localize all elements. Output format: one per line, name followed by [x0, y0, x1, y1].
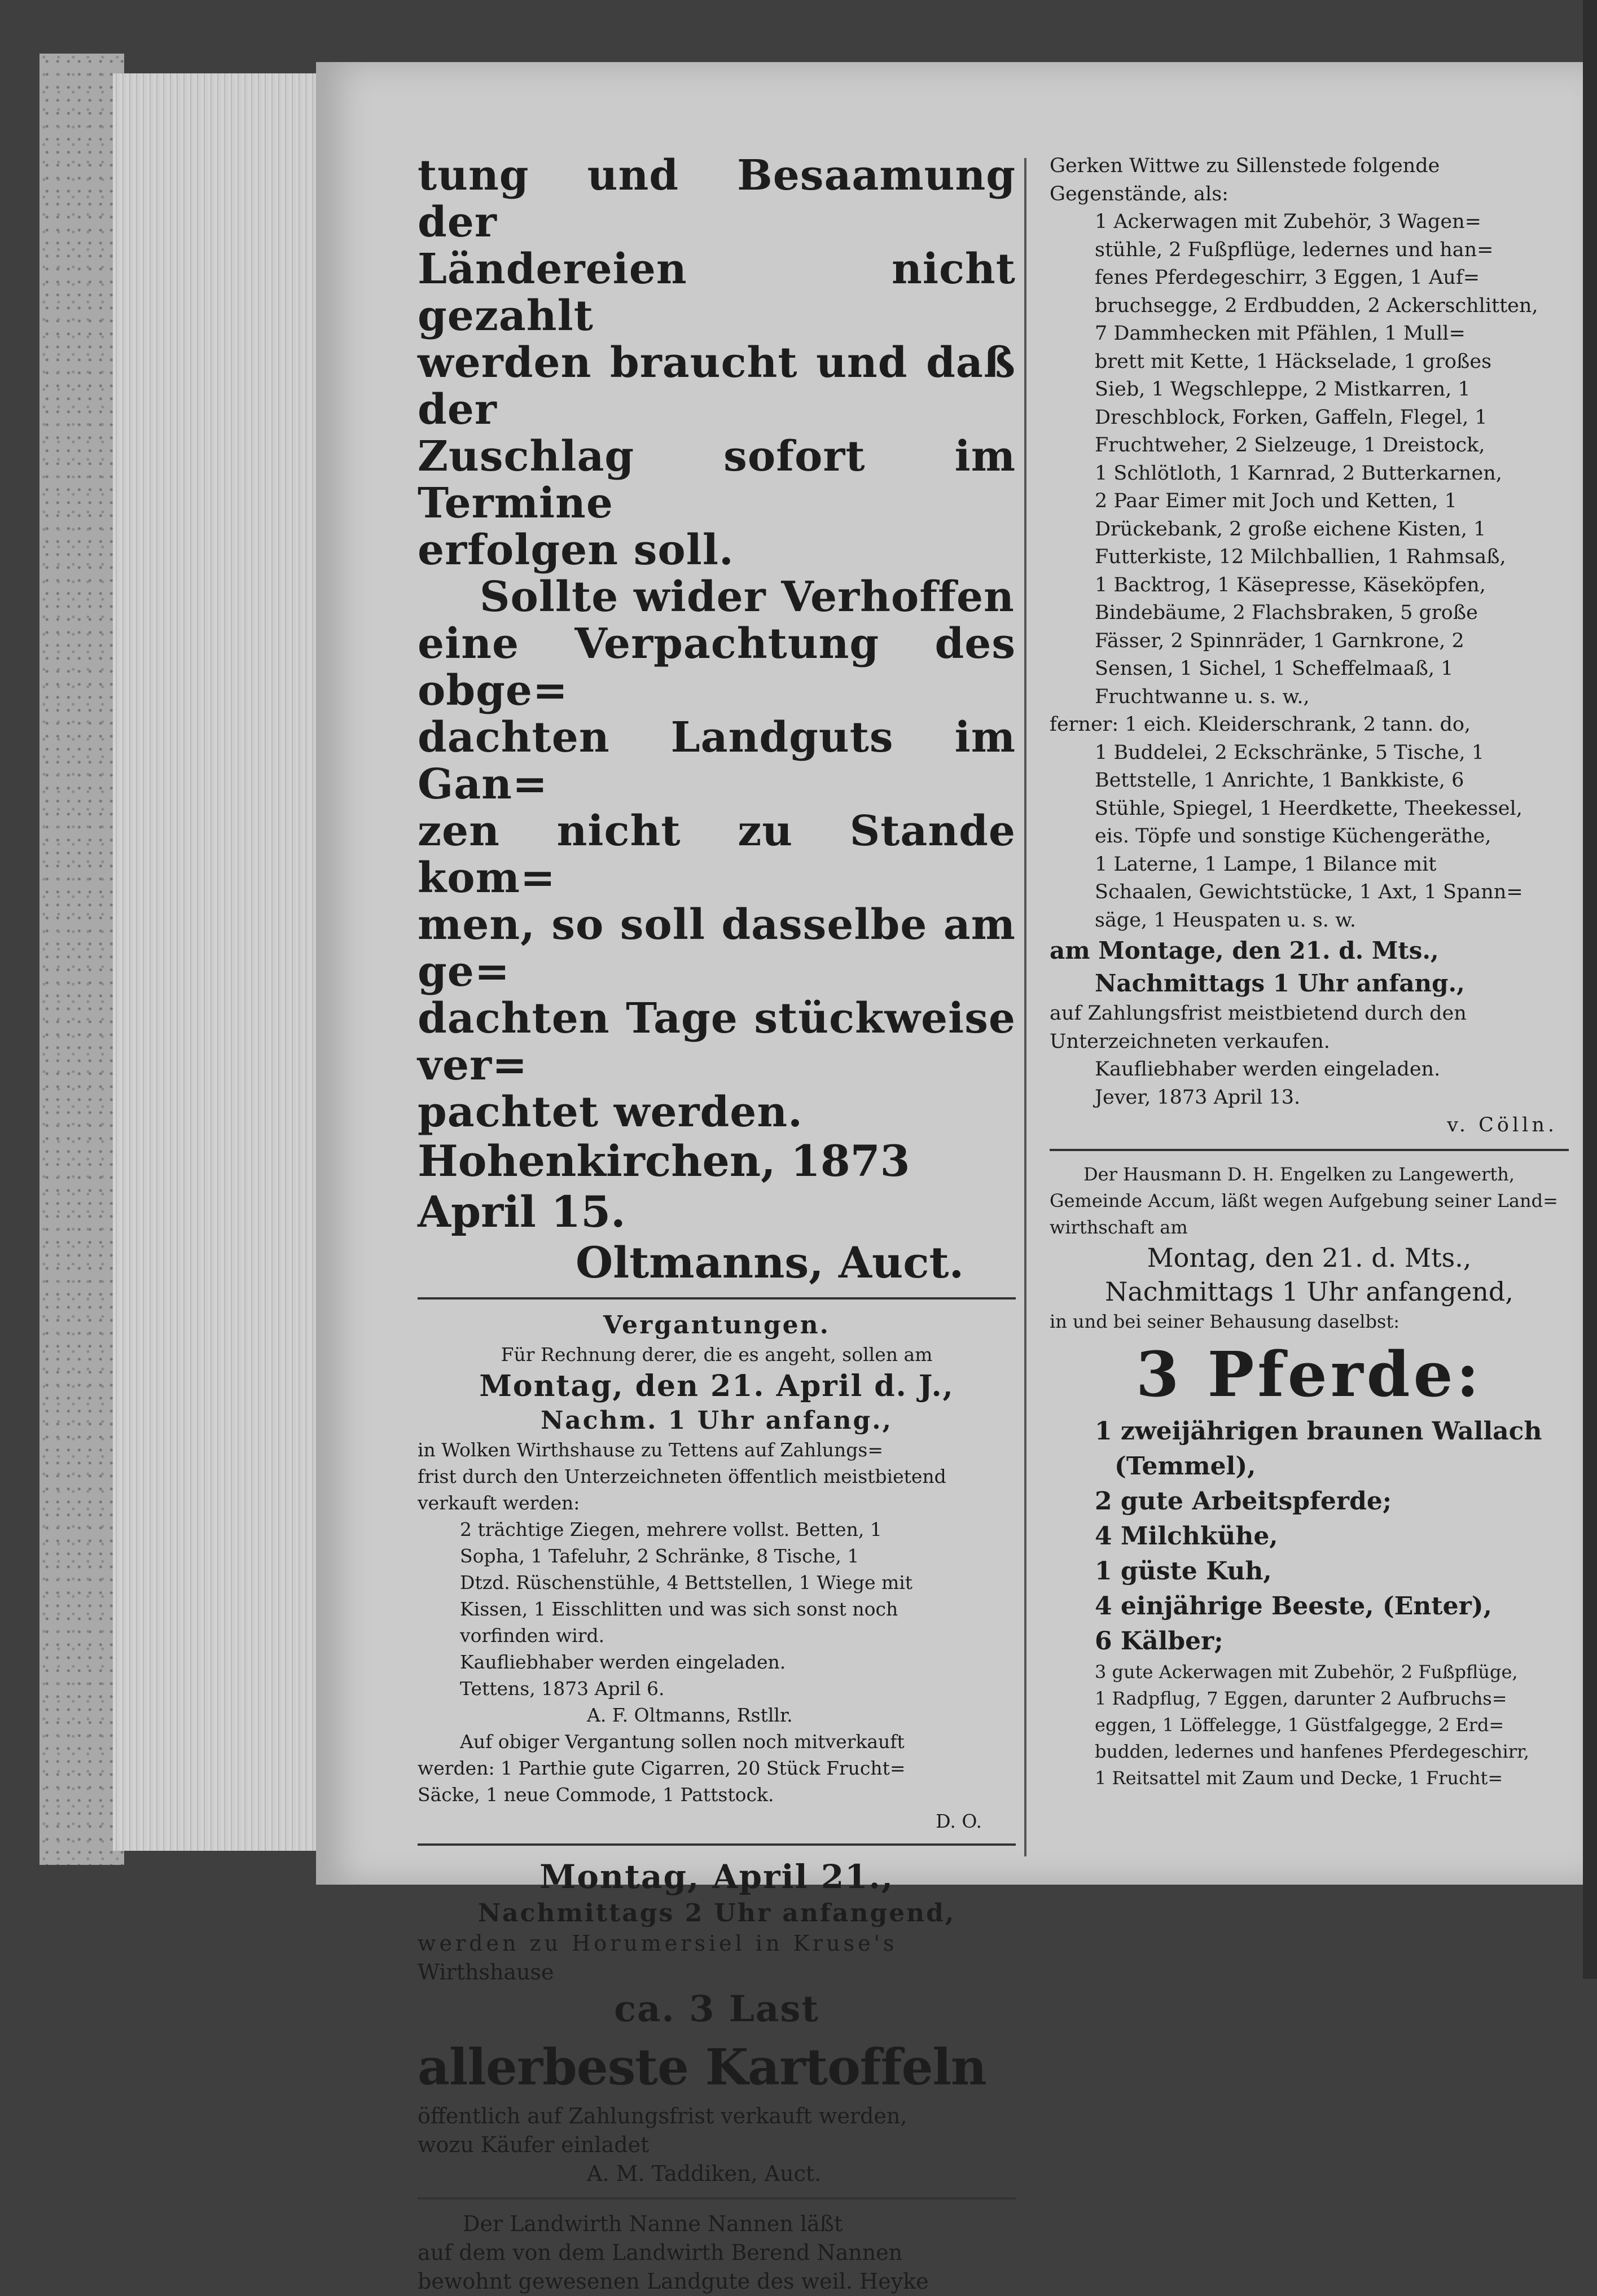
text-line: stühle, 2 Fußpflüge, ledernes und han= — [1095, 238, 1494, 261]
ad-kartoffeln — [418, 1856, 1016, 2188]
text-line: Gegenstände, als: — [1050, 182, 1229, 205]
text-line: vorfinden wird. — [460, 1625, 605, 1647]
text-line: ferner: 1 eich. Kleiderschrank, 2 tann. do, — [1050, 713, 1471, 736]
text-line: Schaalen, Gewichtstücke, 1 Axt, 1 Spann= — [1095, 881, 1523, 903]
text-line: erfolgen soll. — [418, 526, 734, 574]
text-line: Säcke, 1 neue Commode, 1 Pattstock. — [418, 1784, 774, 1806]
text-line: budden, ledernes und hanfenes Pferdegeschirr, — [1095, 1740, 1529, 1762]
text-line: bruchsegge, 2 Erdbudden, 2 Ackerschlitten, — [1095, 294, 1538, 317]
text-line: Kissen, 1 Eisschlitten und was sich sonst noch — [460, 1598, 898, 1620]
text-line: 1 Backtrog, 1 Käsepresse, Käseköpfen, — [1095, 573, 1486, 596]
text-line: auf dem von dem Landwirth Berend Nannen — [418, 2240, 903, 2265]
section-heading: Vergantungen. — [603, 1311, 830, 1340]
text-line: Der Landwirth Nanne Nannen läßt — [463, 2211, 843, 2236]
right-column — [1050, 152, 1569, 1792]
text-line: Dreschblock, Forken, Gaffeln, Flegel, 1 — [1095, 406, 1488, 429]
ad-nannen — [418, 2210, 1016, 2296]
text-line: Fruchtweher, 2 Sielzeuge, 1 Dreistock, — [1095, 434, 1485, 456]
text-line: fenes Pferdegeschirr, 3 Eggen, 1 Auf= — [1095, 266, 1480, 289]
signature: Oltmanns, Auct. — [576, 1237, 964, 1288]
text-line: 3 gute Ackerwagen mit Zubehör, 2 Fußpflüge, — [1095, 1661, 1518, 1683]
text-line: eis. Töpfe und sonstige Küchengeräthe, — [1095, 825, 1491, 848]
text-line: Wirthshause — [418, 1960, 554, 1985]
text-line: 2 Paar Eimer mit Joch und Ketten, 1 — [1095, 490, 1457, 512]
ad-engelken — [1050, 1161, 1569, 1792]
headline-horses: 3 Pferde: — [1135, 1337, 1483, 1411]
animal-line: 4 Milchkühe, — [1095, 1521, 1278, 1551]
page-stack — [113, 73, 344, 1851]
text-line: zen nicht zu Stande kom= — [418, 807, 1016, 902]
text-line: Sollte wider Verhoffen — [480, 573, 1015, 621]
text-line: Ländereien nicht gezahlt — [418, 245, 1016, 340]
text-line: in und bei seiner Behausung daselbst: — [1050, 1310, 1400, 1332]
place-date: Jever, 1873 April 13. — [1095, 1086, 1301, 1109]
text-line: Drückebank, 2 große eichene Kisten, 1 — [1095, 517, 1486, 541]
initials: D. O. — [936, 1810, 982, 1832]
text-line: wozu Käufer einladet — [418, 2132, 650, 2157]
section-rule — [418, 1297, 1016, 1300]
text-line: öffentlich auf Zahlungsfrist verkauft werden, — [418, 2104, 907, 2128]
text-line: eine Verpachtung des obge= — [418, 620, 1016, 715]
text-line: werden zu Horumersiel in Kruse's — [418, 1931, 898, 1956]
text-line: säge, 1 Heuspaten u. s. w. — [1095, 908, 1356, 932]
text-line: bewohnt gewesenen Landgute des weil. Heyke — [418, 2269, 929, 2294]
invite-line: Kaufliebhaber werden eingeladen. — [1095, 1058, 1441, 1081]
text-line: 1 Radpflug, 7 Eggen, darunter 2 Aufbruchs= — [1095, 1687, 1507, 1709]
text-line: Unterzeichneten verkaufen. — [1050, 1030, 1330, 1053]
sale-date: Montag, den 21. d. Mts., — [1147, 1242, 1472, 1273]
text-line: Stühle, Spiegel, 1 Heerdkette, Theekessel, — [1095, 797, 1523, 820]
intro-line: Für Rechnung derer, die es angeht, sollen am — [501, 1344, 933, 1366]
animal-line: 2 gute Arbeitspferde; — [1095, 1486, 1392, 1516]
section-rule — [418, 2197, 1016, 2200]
text-line: werden braucht und daß der — [418, 339, 1016, 434]
ad-landgut-continuation — [418, 152, 1016, 1288]
text-line: Gemeinde Accum, läßt wegen Aufgebung seiner Land= — [1050, 1189, 1558, 1211]
sale-date: Montag, den 21. April d. J., — [479, 1369, 954, 1403]
book-edge — [40, 54, 124, 1865]
text-line: pachtet werden. — [418, 1088, 803, 1136]
animal-line: 6 Kälber; — [1095, 1626, 1223, 1656]
signature: v. Cölln. — [1447, 1114, 1557, 1136]
column-divider — [1024, 158, 1026, 1856]
text-line: frist durch den Unterzeichneten öffentlich meistbietend — [418, 1465, 946, 1487]
text-line: Bettstelle, 1 Anrichte, 1 Bankkiste, 6 — [1095, 769, 1464, 792]
text-line: Zuschlag sofort im Termine — [418, 432, 1016, 528]
text-line: dachten Tage stückweise ver= — [418, 994, 1016, 1090]
text-line: Sopha, 1 Tafeluhr, 2 Schränke, 8 Tische, 1 — [460, 1545, 859, 1567]
text-line: wirthschaft am — [1050, 1216, 1188, 1238]
signature: A. M. Taddiken, Auct. — [587, 2161, 822, 2186]
text-line: men, so soll dasselbe am ge= — [418, 901, 1016, 996]
gutter-shadow — [1583, 0, 1597, 1979]
text-line: tung und Besaamung der — [418, 151, 1016, 247]
text-line: 1 Laterne, 1 Lampe, 1 Bilance mit — [1095, 853, 1437, 876]
text-line: 1 Reitsattel mit Zaum und Decke, 1 Frucht= — [1095, 1767, 1503, 1789]
sale-date: Montag, April 21., — [539, 1858, 894, 1896]
section-rule — [1050, 1149, 1569, 1151]
product-headline: allerbeste Kartoffeln — [418, 2038, 986, 2096]
text-line: verkauft werden: — [418, 1492, 580, 1514]
left-column — [418, 152, 1016, 2296]
text-line: 7 Dammhecken mit Pfählen, 1 Mull= — [1095, 322, 1466, 345]
text-line: 2 trächtige Ziegen, mehrere vollst. Betten, 1 — [460, 1518, 882, 1540]
text-line: 1 Schlötloth, 1 Karnrad, 2 Butterkarnen, — [1095, 462, 1502, 485]
text-line: Futterkiste, 12 Milchballien, 1 Rahmsaß, — [1095, 546, 1506, 568]
text-line: Fässer, 2 Spinnräder, 1 Garnkrone, 2 — [1095, 629, 1464, 652]
sale-time: Nachmittags 2 Uhr anfangend, — [477, 1899, 956, 1928]
text-line: 1 Ackerwagen mit Zubehör, 3 Wagen= — [1095, 210, 1482, 233]
animal-line: 4 einjährige Beeste, (Enter), — [1095, 1591, 1492, 1621]
text-line: eggen, 1 Löffelegge, 1 Güstfalgegge, 2 Erd= — [1095, 1714, 1504, 1736]
text-line: in Wolken Wirthshause zu Tettens auf Zahlungs= — [418, 1439, 884, 1461]
text-line: Fruchtwanne u. s. w., — [1095, 685, 1310, 708]
text-line: Auf obiger Vergantung sollen noch mitverkauft — [460, 1731, 905, 1753]
ad-vergantungen — [418, 1310, 1016, 1834]
text-line: auf Zahlungsfrist meistbietend durch den — [1050, 1002, 1467, 1025]
animal-line: (Temmel), — [1115, 1451, 1256, 1481]
text-line: werden: 1 Parthie gute Cigarren, 20 Stück Frucht= — [418, 1757, 906, 1779]
text-line: dachten Landguts im Gan= — [418, 713, 1016, 809]
place-date: Tettens, 1873 April 6. — [460, 1678, 665, 1700]
sale-time: Nachm. 1 Uhr anfang., — [541, 1406, 893, 1435]
text-line: Dtzd. Rüschenstühle, 4 Bettstellen, 1 Wiege mit — [460, 1571, 913, 1593]
text-line: 1 Buddelei, 2 Eckschränke, 5 Tische, 1 — [1095, 741, 1484, 764]
sale-time: Nachmittags 1 Uhr anfang., — [1095, 969, 1465, 997]
text-line: Der Hausmann D. H. Engelken zu Langewerth, — [1083, 1163, 1515, 1185]
place-date: Hohenkirchen, 1873 April 15. — [418, 1136, 910, 1237]
text-line: Sieb, 1 Wegschleppe, 2 Mistkarren, 1 — [1095, 378, 1471, 401]
text-line: Gerken Wittwe zu Sillenstede folgende — [1050, 155, 1440, 177]
sale-date: am Montage, den 21. d. Mts., — [1050, 937, 1439, 964]
animal-line: 1 zweijährigen braunen Wallach — [1095, 1416, 1542, 1446]
text-line: brett mit Kette, 1 Häckselade, 1 großes — [1095, 350, 1492, 373]
signature: A. F. Oltmanns, Rstllr. — [587, 1704, 793, 1726]
text-line: Bindebäume, 2 Flachsbraken, 5 große — [1095, 602, 1478, 624]
ad-gerken-wittwe — [1050, 152, 1569, 1140]
section-rule — [418, 1843, 1016, 1846]
sale-time: Nachmittags 1 Uhr anfangend, — [1105, 1276, 1513, 1307]
animal-line: 1 güste Kuh, — [1095, 1556, 1272, 1586]
invite-line: Kaufliebhaber werden eingeladen. — [460, 1651, 786, 1673]
quantity: ca. 3 Last — [614, 1988, 819, 2030]
text-line: Sensen, 1 Sichel, 1 Scheffelmaaß, 1 — [1095, 657, 1454, 680]
